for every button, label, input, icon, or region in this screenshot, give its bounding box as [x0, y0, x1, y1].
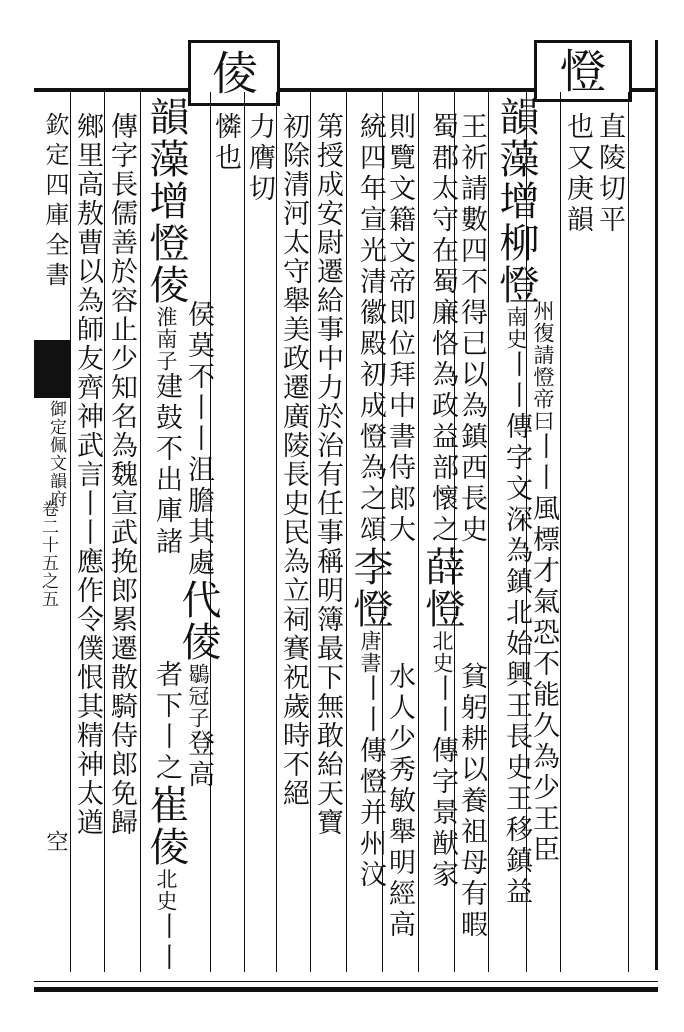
headword-box-ling	[534, 40, 632, 102]
column-text: 水人少秀敏舉明經高	[384, 662, 415, 941]
text: 丨丨	[151, 912, 182, 974]
column-rule	[140, 92, 141, 972]
term-ling-leng: 憕倰	[143, 222, 189, 306]
text: 丨丨風標才氣恐不能久為少王臣	[528, 432, 559, 866]
column-rule	[310, 92, 311, 972]
column-rule	[418, 92, 419, 972]
frame-right-line	[655, 40, 658, 970]
volume-margin: 卷二十五之五	[38, 500, 58, 608]
source-huainanzi: 淮南子	[154, 306, 178, 372]
column-rule	[488, 92, 489, 972]
column-rule	[104, 92, 105, 972]
headword-box-leng	[188, 40, 280, 106]
headword-leng: 倰	[205, 49, 259, 97]
page-number-margin: 空	[43, 830, 68, 852]
pronunciation-leng: 力膺切	[244, 112, 275, 205]
column-text: 初除清河太守舉美政遷廣陵長史民為立祠賽祝歲時不絕	[278, 112, 309, 808]
column-text: 鄉里高敖曹以為師友齊神武言丨丨應作令僕恨其精神太遒	[72, 112, 103, 837]
source-nanshi: 南史	[504, 306, 528, 350]
term-xue-ling: 薛憕	[419, 546, 465, 630]
section-yun-zao-zeng: 韻藻增	[143, 96, 189, 222]
term-cui-leng: 崔倰	[143, 784, 189, 868]
frame-bottom-inner-line	[34, 981, 658, 982]
column-text: 則覽文籍文帝即位拜中書侍郎大	[384, 112, 415, 546]
column-text	[143, 660, 189, 974]
margin-fish-tail	[34, 340, 70, 398]
text: 登高	[183, 729, 214, 791]
frame-bottom-line	[34, 987, 658, 992]
column-rule	[276, 92, 277, 972]
column-text	[530, 300, 557, 866]
text-small: 州復請憕帝曰	[531, 300, 555, 432]
column-rule	[346, 92, 347, 972]
column-text: 傳字長儒善於容止少知名為魏宣武挽郎累遷散騎侍郎免歸	[106, 112, 137, 837]
work-title-margin: 御定佩文韻府	[46, 400, 66, 508]
term-liu-ling: 柳憕	[493, 222, 539, 306]
source-heguanzi: 鶡冠子	[186, 663, 210, 729]
headword-ling: 憕	[553, 47, 607, 95]
section-yun-zao-zeng: 韻藻增	[493, 96, 539, 222]
text: 統四年宣光清徽殿初成憕為之頌	[355, 112, 386, 546]
book-title-margin: 欽定四庫全書	[41, 112, 69, 292]
text: 丨丨傳字景猷家	[427, 674, 458, 891]
pronunciation-ling: 直陵切平	[594, 112, 625, 236]
column-text: 第授成安尉遷給事中力於治有任事稱明簿最下無敢紿天寶	[312, 112, 343, 837]
text: 建鼓不出庫諸	[151, 372, 182, 558]
column-rule	[560, 92, 561, 972]
text: 者下丨之	[151, 660, 182, 784]
term-li-ling: 李憕	[347, 546, 393, 630]
text: 丨丨傳字文深為鎮北始興王長史王移鎮益	[501, 350, 532, 908]
text: 侯莫不丨丨沮膽其處	[183, 300, 214, 579]
text: 丨丨傳憕并州汶	[355, 674, 386, 891]
column-text: 貧躬耕以養祖母有暇	[456, 662, 487, 941]
column-rule	[628, 92, 629, 972]
column-rule	[244, 92, 245, 972]
source-beishi: 北史	[430, 630, 454, 674]
term-dai-leng: 代倰	[175, 579, 221, 663]
gloss-leng: 憐也	[210, 112, 241, 174]
text: 蜀郡太守在蜀廉恪為政益部懷之	[427, 112, 458, 546]
column-text: 王祈請數四不得已以為鎮西長史	[456, 112, 487, 546]
source-beishi: 北史	[154, 868, 178, 912]
source-tangshu: 唐書	[358, 630, 382, 674]
note-ling: 也又庚韻	[562, 112, 593, 236]
